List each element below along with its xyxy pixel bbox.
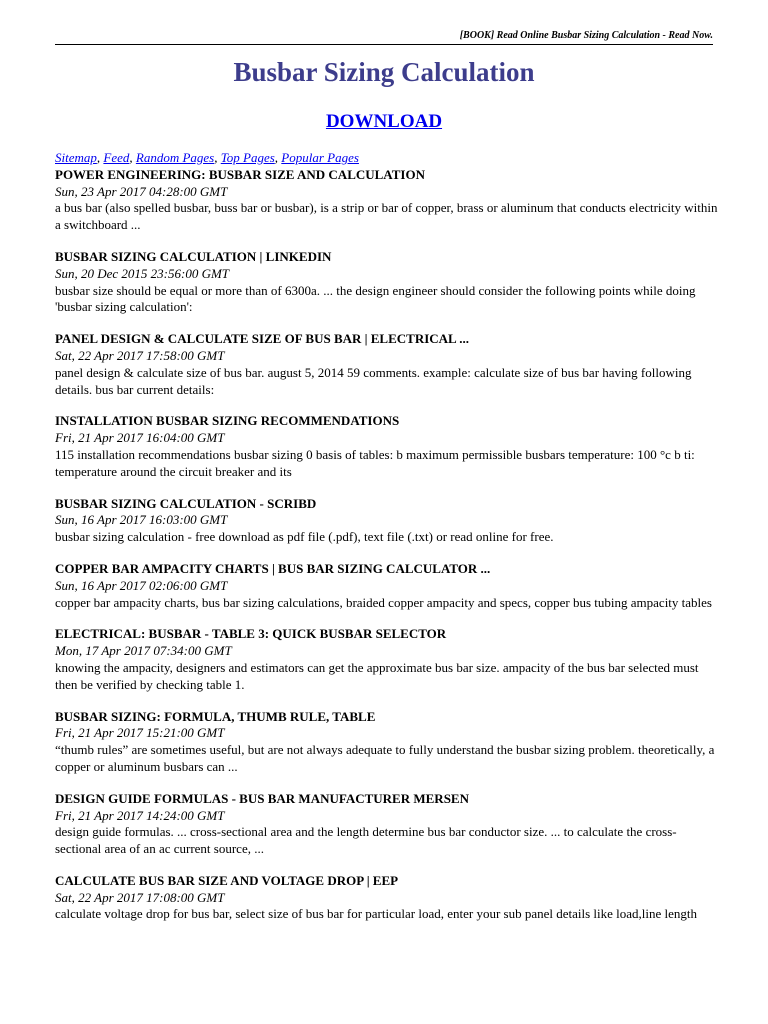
- page-title: Busbar Sizing Calculation: [233, 57, 535, 87]
- download-section: [0, 109, 768, 135]
- nav-link-feed[interactable]: Feed: [103, 150, 130, 165]
- entry-date: Sat, 22 Apr 2017 17:08:00 GMT: [55, 889, 225, 905]
- nav-separator: ,: [214, 150, 221, 165]
- entry-snippet: calculate voltage drop for bus bar, select size of bus bar for particular load, enter your sub panel details like load,line length: [55, 906, 698, 922]
- nav-separator: ,: [274, 150, 282, 165]
- entry-snippet: panel design & calculate size of bus bar. august 5, 2014 59 comments. example: calculate size of bus bar having following details. bus bar current details:: [55, 364, 692, 397]
- entry-date: Fri, 21 Apr 2017 14:24:00 GMT: [55, 807, 225, 823]
- entry: [55, 709, 720, 776]
- entry-date: Sun, 16 Apr 2017 02:06:00 GMT: [55, 577, 228, 593]
- header-divider: [55, 44, 713, 45]
- entry-snippet: copper bar ampacity charts, bus bar sizing calculations, braided copper ampacity and specs, copper bus tubing ampacity tables: [55, 594, 712, 610]
- entry-title: INSTALLATION BUSBAR SIZING RECOMMENDATIONS: [55, 413, 400, 429]
- header-text: [BOOK] Read Online Busbar Sizing Calculation - Read Now.: [459, 30, 713, 41]
- nav-link-sitemap[interactable]: Sitemap: [55, 150, 97, 165]
- entry-snippet: “thumb rules” are sometimes useful, but are not always adequate to fully understand the busbar sizing problem. theoretically, a copper or aluminum busbars can ...: [55, 742, 715, 774]
- main-content: [55, 150, 720, 938]
- entry-title: DESIGN GUIDE FORMULAS - BUS BAR MANUFACTURER MERSEN: [55, 790, 469, 806]
- entry-snippet: busbar size should be equal or more than of 6300a. ... the design engineer should consider the following points while doing 'busbar sizing calculation':: [55, 282, 696, 315]
- entry-date: Sun, 16 Apr 2017 16:03:00 GMT: [55, 512, 228, 528]
- entry: [55, 561, 720, 611]
- nav-separator: ,: [129, 150, 136, 165]
- nav-link-popular-pages[interactable]: Popular Pages: [281, 150, 359, 165]
- download-link[interactable]: DOWNLOAD: [325, 111, 443, 132]
- entry: [55, 873, 720, 923]
- entry-title: PANEL DESIGN & CALCULATE SIZE OF BUS BAR | ELECTRICAL ...: [55, 331, 470, 347]
- entry-date: Mon, 17 Apr 2017 07:34:00 GMT: [55, 643, 232, 659]
- entry-title: ELECTRICAL: BUSBAR - TABLE 3: QUICK BUSBAR SELECTOR: [55, 626, 447, 642]
- entry-title: BUSBAR SIZING: FORMULA, THUMB RULE, TABLE: [55, 708, 376, 724]
- entry-date: Sun, 23 Apr 2017 04:28:00 GMT: [55, 183, 228, 199]
- entry: [55, 791, 720, 858]
- entry-title: POWER ENGINEERING: BUSBAR SIZE AND CALCULATION: [55, 166, 425, 182]
- entry-title: COPPER BAR AMPACITY CHARTS | BUS BAR SIZING CALCULATOR ...: [55, 560, 491, 576]
- entry: [55, 413, 720, 480]
- entry-snippet: knowing the ampacity, designers and estimators can get the approximate bus bar size. ampacity of the bus bar selected must then be verified by checking table 1.: [55, 659, 699, 692]
- entry-title: CALCULATE BUS BAR SIZE AND VOLTAGE DROP | EEP: [55, 872, 399, 888]
- entry-title: BUSBAR SIZING CALCULATION - SCRIBD: [55, 495, 317, 511]
- entry: [55, 331, 720, 398]
- entry: [55, 167, 720, 234]
- nav-separator: ,: [96, 150, 104, 165]
- entry: [55, 626, 720, 693]
- nav-link-random-pages[interactable]: Random Pages: [135, 150, 215, 165]
- entry-date: Sun, 20 Dec 2015 23:56:00 GMT: [55, 265, 230, 281]
- entry-date: Fri, 21 Apr 2017 15:21:00 GMT: [55, 725, 225, 741]
- nav-link-top-pages[interactable]: Top Pages: [220, 150, 275, 165]
- nav-links: [55, 150, 720, 167]
- entry: [55, 496, 720, 546]
- entry-date: Sat, 22 Apr 2017 17:58:00 GMT: [55, 347, 225, 363]
- entry-snippet: a bus bar (also spelled busbar, buss bar or busbar), is a strip or bar of copper, brass or aluminum that conducts electricity within a switchboard ...: [55, 200, 718, 233]
- entry-date: Fri, 21 Apr 2017 16:04:00 GMT: [55, 430, 225, 446]
- entry: [55, 249, 720, 316]
- entry-title: BUSBAR SIZING CALCULATION | LINKEDIN: [55, 248, 332, 264]
- entry-snippet: busbar sizing calculation - free download as pdf file (.pdf), text file (.txt) or read online for free.: [55, 529, 554, 545]
- entry-snippet: 115 installation recommendations busbar sizing 0 basis of tables: b maximum permissible busbars temperature: 100 °c b ti: temperature around the circuit breaker and its: [55, 446, 695, 479]
- entry-snippet: design guide formulas. ... cross-sectional area and the length determine bus bar conductor size. ... to calculate the cross-sectional area of an ac current source, ...: [55, 824, 677, 857]
